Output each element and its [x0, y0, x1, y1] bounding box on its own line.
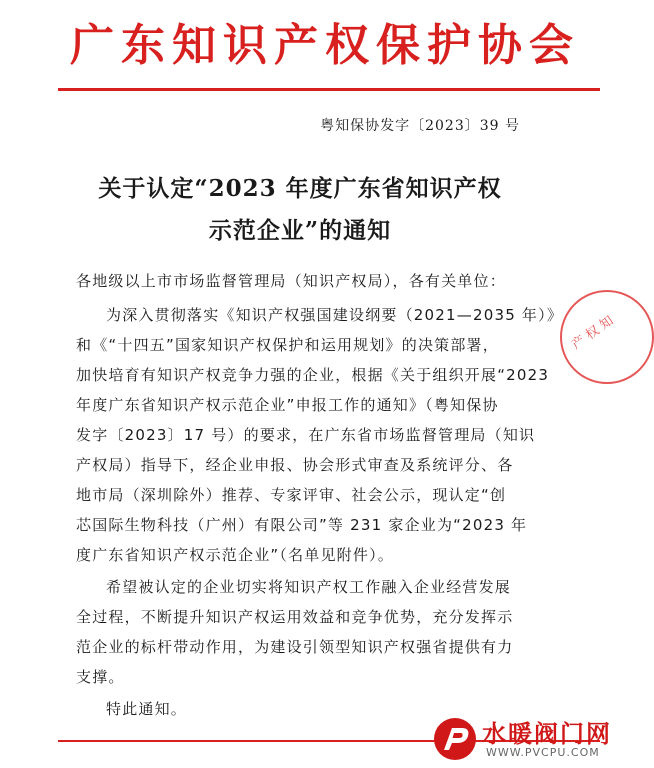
closing-remark: 特此通知。: [106, 700, 188, 718]
paragraph-1-line: 地市局（深圳除外）推荐、专家评审、社会公示，现认定“创: [76, 486, 507, 504]
paragraph-1-line: 发字〔2023〕17 号）的要求，在广东省市场监督管理局（知识: [76, 426, 536, 444]
paragraph-2-line: 希望被认定的企业切实将知识产权工作融入企业经营发展: [106, 578, 512, 596]
paragraph-1-line: 加快培育有知识产权竞争力强的企业，根据《关于组织开展“2023: [76, 366, 550, 384]
paragraph-2-line: 全过程，不断提升知识产权运用效益和竞争优势，充分发挥示: [76, 608, 514, 626]
notice-title-line-2: 示范企业”的通知: [208, 217, 392, 244]
document-number: 粤知保协发字〔2023〕39 号: [320, 118, 520, 134]
notice-body: [76, 270, 564, 718]
paragraph-1-line: 度广东省知识产权示范企业”（名单见附件）。: [76, 546, 394, 564]
salutation: 各地级以上市市场监督管理局（知识产权局），各有关单位：: [76, 272, 506, 290]
paragraph-2-line: 支撑。: [76, 668, 125, 686]
paragraph-1-line: 芯国际生物科技（广州）有限公司”等 231 家企业为“2023 年: [76, 516, 528, 534]
paragraph-1-line: 为深入贯彻落实《知识产权强国建设纲要（2021—2035 年）》: [106, 306, 564, 324]
paragraph-2-line: 范企业的标杆带动作用，为建设引领型知识产权强省提供有力: [76, 638, 514, 656]
official-seal-partial: [560, 290, 654, 384]
notice-title-line-1: 关于认定“2023 年度广东省知识产权: [98, 175, 502, 202]
watermark-site-name: 水暖阀门网: [482, 720, 612, 748]
paragraph-1-line: 产权局）指导下，经企业申报、协会形式审查及系统评分、各: [76, 456, 514, 474]
paragraph-1-line: 年度广东省知识产权示范企业”申报工作的通知》（粤知保协: [76, 396, 499, 414]
paragraph-1-line: 和《“十四五”国家知识产权保护和运用规划》的决策部署，: [76, 336, 499, 354]
letterhead-red-rule: [58, 88, 600, 91]
watermark-site-url: WWW.PVCPU.COM: [486, 746, 600, 759]
watermark-logo-icon: [432, 716, 478, 762]
letterhead-title: 广东知识产权保护协会: [70, 20, 580, 71]
site-watermark: [432, 712, 612, 768]
seal-text: 产 权 知: [569, 313, 617, 353]
